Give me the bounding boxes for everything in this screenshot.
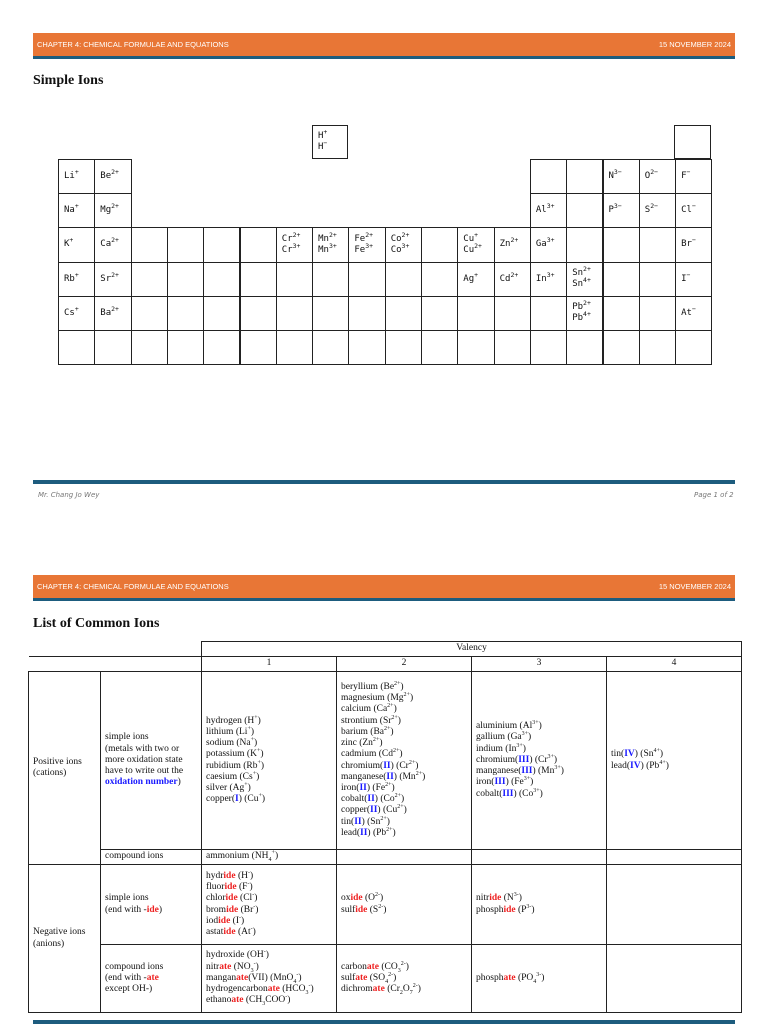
header-divider [33,598,735,601]
grid-cell [203,262,240,297]
grid-cell: $P^{3-}$ [603,193,640,228]
grid-cell: Cs+ [58,296,95,331]
ion-entry: copper(I) (Cu+) [206,792,266,805]
page-header [33,33,735,56]
ion-entry: hydrogen (H+) [206,714,261,726]
pos-simple-valency-2 [337,672,472,850]
ion-entry: indium $(In^{3+})$ [476,742,526,754]
pos-compound-valency-1 [202,850,337,865]
ion-entry: chromium(III) $(Cr^{3+})$ [476,753,558,765]
grid-cell: Ag+ [457,262,494,297]
ion-entry: ethanoate $(CH_3COO^-)$ [206,994,291,1008]
grid-cell: F− [675,159,712,194]
pos-compound-valency-3 [472,850,607,865]
grid-cell: $Al^{3+}$ [530,193,567,228]
ion-entry: chromium(II) $(Cr^{2+})$ [341,759,419,771]
ion-entry: iodide (I-) [206,914,245,926]
grid-cell [276,262,313,297]
ion-entry: lead(II) $(Pb^{2+})$ [341,826,396,838]
ion-entry: cobalt(III) $(Co^{3+})$ [476,787,543,799]
grid-cell: $Sn^{2+}$ $Sn^{4+}$ [566,262,603,297]
grid-cell [276,296,313,331]
grid-cell [530,159,567,194]
grid-cell [639,262,676,297]
ion-entry: zinc $(Zn^{2+})$ [341,736,383,749]
grid-cell [276,330,313,365]
ion-entry: rubidium (Rb+) [206,759,265,771]
ion-entry: sulfide $(S^{2-})$ [341,903,387,915]
pos-compound-valency-2 [337,850,472,865]
grid-cell [58,330,95,365]
grid-cell [312,330,349,365]
grid-cell: Na+ [58,193,95,228]
grid-cell [530,296,567,331]
footer-author: Mr. Chang Jo Wey [38,491,100,499]
grid-cell [675,330,712,365]
ion-entry: magnesium $(Mg^{2+})$ [341,692,414,704]
valency-header: Valency [202,642,742,657]
ion-entry: potassium (K+) [206,748,264,760]
ion-entry: aluminium $(Al^{3+})$ [476,720,542,732]
ion-entry: caesium (Cs+) [206,770,260,782]
ion-entry: strontium $(Sr^{2+})$ [341,714,401,726]
grid-cell [240,262,277,297]
ion-entry: lead(IV) $(Pb^{4+})$ [611,759,669,771]
grid-cell [639,330,676,365]
grid-cell [639,296,676,331]
ion-entry: lithium (Li+) [206,725,254,737]
ion-entry: ammonium $(NH_4^+)$ [206,850,279,864]
ion-entry: iron(II) $(Fe^{2+})$ [341,781,395,793]
ion-entry: iron(III) $(Fe^{3+})$ [476,776,534,788]
neg-simple-label: simple ions (end with -ide) [101,865,202,945]
ion-entry: calcium $(Ca^{2+})$ [341,703,397,715]
valency-col-3: 3 [472,657,607,672]
grid-cell [131,227,168,262]
grid-cell: K+ [58,227,95,262]
grid-cell: At− [675,296,712,331]
ion-entry: dichromate $(Cr_2O_7^{2-})$ [341,982,421,996]
neg-compound-valency-1 [202,945,337,1013]
ion-entry: manganese(II) $(Mn^{2+})$ [341,770,426,782]
grid-cell [639,227,676,262]
ion-entry: silver (Ag+) [206,781,251,793]
ion-entry: carbonate $(CO_3^{2-})$ [341,960,409,974]
grid-cell [566,330,603,365]
neg-compound-valency-4 [607,945,742,1013]
grid-cell: $Cd^{2+}$ [494,262,531,297]
ion-entry: sodium (Na+) [206,736,258,749]
footer-divider [33,1020,735,1024]
ion-entry: astatide (At-) [206,925,256,937]
ion-entry: cobalt(II) $(Co^{2+})$ [341,792,405,805]
grid-cell: $Pb^{2+}$ $Pb^{4+}$ [566,296,603,331]
grid-cell: $Sr^{2+}$ [94,262,131,297]
grid-cell [421,262,458,297]
ion-entry: sulfate $(SO_4^{2-})$ [341,971,397,985]
grid-cell [312,296,349,331]
grid-cell [348,262,385,297]
grid-cell [385,296,422,331]
ion-entry: barium $(Ba^{2+})$ [341,725,394,737]
pos-simple-valency-1 [202,672,337,850]
neg-simple-valency-2 [337,865,472,945]
grid-cell: Li+ [58,159,95,194]
grid-cell [457,330,494,365]
grid-cell [494,296,531,331]
pos-simple-valency-4 [607,672,742,850]
pos-compound-label: compound ions [101,850,202,865]
grid-cell [421,296,458,331]
chapter-title: CHAPTER 4: CHEMICAL FORMULAE AND EQUATIONS [37,40,229,49]
page-header [33,575,735,598]
grid-cell [348,296,385,331]
ion-entry: cadmium $(Cd^{2+})$ [341,748,403,760]
grid-cell: $Zn^{2+}$ [494,227,531,262]
grid-cell-hydrogen: H+ H− [312,125,348,159]
ion-entry: gallium $(Ga^{3+})$ [476,731,532,743]
blank-corner [29,642,202,657]
grid-cell [603,296,640,331]
ion-entry: manganate(VII) (MnO$_4$-) [206,971,302,985]
grid-cell [167,330,204,365]
section-title: Simple Ions [33,73,104,88]
ion-entry: copper(II) $(Cu^{2+})$ [341,804,407,816]
grid-cell [167,296,204,331]
grid-cell: Cu+ $Cu^{2+}$ [457,227,494,262]
grid-cell [603,330,640,365]
grid-cell [312,262,349,297]
ion-entry: nitride $(N^{3-})$ [476,892,522,904]
pos-simple-label: simple ions (metals with two or more oxidation state have to write out the oxidation number) [101,672,202,850]
grid-cell [131,296,168,331]
ion-entry: phosphide $(P^{3-})$ [476,903,535,915]
header-date: 15 NOVEMBER 2024 [658,40,731,49]
ion-entry: hydride (H-) [206,869,254,881]
neg-simple-valency-4 [607,865,742,945]
grid-cell [240,227,277,262]
pos-simple-valency-3 [472,672,607,850]
blank-corner [29,657,202,672]
grid-cell: Rb+ [58,262,95,297]
ion-entry: phosphate $(PO_4^{3-})$ [476,971,545,985]
grid-cell: $Co^{2+}$ $Co^{3+}$ [385,227,422,262]
grid-cell [566,159,603,194]
grid-cell [566,193,603,228]
grid-cell: $Fe^{2+}$ $Fe^{3+}$ [348,227,385,262]
grid-cell [203,296,240,331]
grid-cell: $Ga^{3+}$ [530,227,567,262]
ion-entry: nitrate $(NO_3^-)$ [206,960,259,974]
grid-cell [603,262,640,297]
grid-cell: $O^{2-}$ [639,159,676,194]
grid-cell [457,296,494,331]
grid-cell [603,227,640,262]
neg-compound-valency-3 [472,945,607,1013]
grid-cell [203,227,240,262]
footer-divider [33,480,735,484]
grid-cell [566,227,603,262]
ion-entry: chloride (Cl-) [206,892,258,904]
ion-entry: bromide (Br-) [206,903,259,915]
grid-cell: $Be^{2+}$ [94,159,131,194]
grid-cell: $Mg^{2+}$ [94,193,131,228]
neg-simple-valency-1 [202,865,337,945]
ion-entry: beryllium $(Be^{2+})$ [341,680,404,693]
valency-col-1: 1 [202,657,337,672]
grid-cell [348,330,385,365]
valency-col-2: 2 [337,657,472,672]
grid-cell [385,262,422,297]
ion-entry: tin(II) $(Sn^{2+})$ [341,815,390,827]
grid-cell: Br− [675,227,712,262]
grid-cell [131,262,168,297]
grid-cell: $Mn^{2+}$ $Mn^{3+}$ [312,227,349,262]
chapter-title: CHAPTER 4: CHEMICAL FORMULAE AND EQUATIONS [37,582,229,591]
grid-cell [131,330,168,365]
ion-entry: manganese(III) $(Mn^{3+})$ [476,764,564,777]
grid-cell: $Ba^{2+}$ [94,296,131,331]
valency-col-4: 4 [607,657,742,672]
positive-ions-label: Positive ions (cations) [29,672,101,865]
grid-cell [240,296,277,331]
grid-cell [421,227,458,262]
ion-entry: hydroxide (OH-) [206,949,269,961]
grid-cell [530,330,567,365]
ion-entry: oxide $(O^{2-})$ [341,892,384,904]
grid-cell: $N^{3-}$ [603,159,640,194]
footer-page-number: Page 1 of 2 [694,491,734,499]
pos-compound-valency-4 [607,850,742,865]
section-title: List of Common Ions [33,616,160,631]
ion-entry: hydrogencarbonate $(HCO_3^-)$ [206,982,314,996]
neg-compound-valency-2 [337,945,472,1013]
ion-entry: tin(IV) $(Sn^{4+})$ [611,748,664,760]
grid-cell: $Ca^{2+}$ [94,227,131,262]
grid-cell [494,330,531,365]
grid-cell: $Cr^{2+}$ $Cr^{3+}$ [276,227,313,262]
common-ions-table [28,641,742,1013]
grid-cell [674,125,711,159]
grid-cell [240,330,277,365]
header-divider [33,56,735,59]
grid-cell [167,227,204,262]
grid-cell [94,330,131,365]
grid-cell [421,330,458,365]
neg-compound-label: compound ions (end with -ate except OH-) [101,945,202,1013]
negative-ions-label: Negative ions (anions) [29,865,101,1013]
grid-cell [167,262,204,297]
grid-cell [385,330,422,365]
neg-simple-valency-3 [472,865,607,945]
grid-cell: I− [675,262,712,297]
ion-entry: fluoride (F-) [206,880,253,893]
grid-cell [203,330,240,365]
grid-cell: $In^{3+}$ [530,262,567,297]
grid-cell: $S^{2-}$ [639,193,676,228]
grid-cell: Cl− [675,193,712,228]
header-date: 15 NOVEMBER 2024 [658,582,731,591]
